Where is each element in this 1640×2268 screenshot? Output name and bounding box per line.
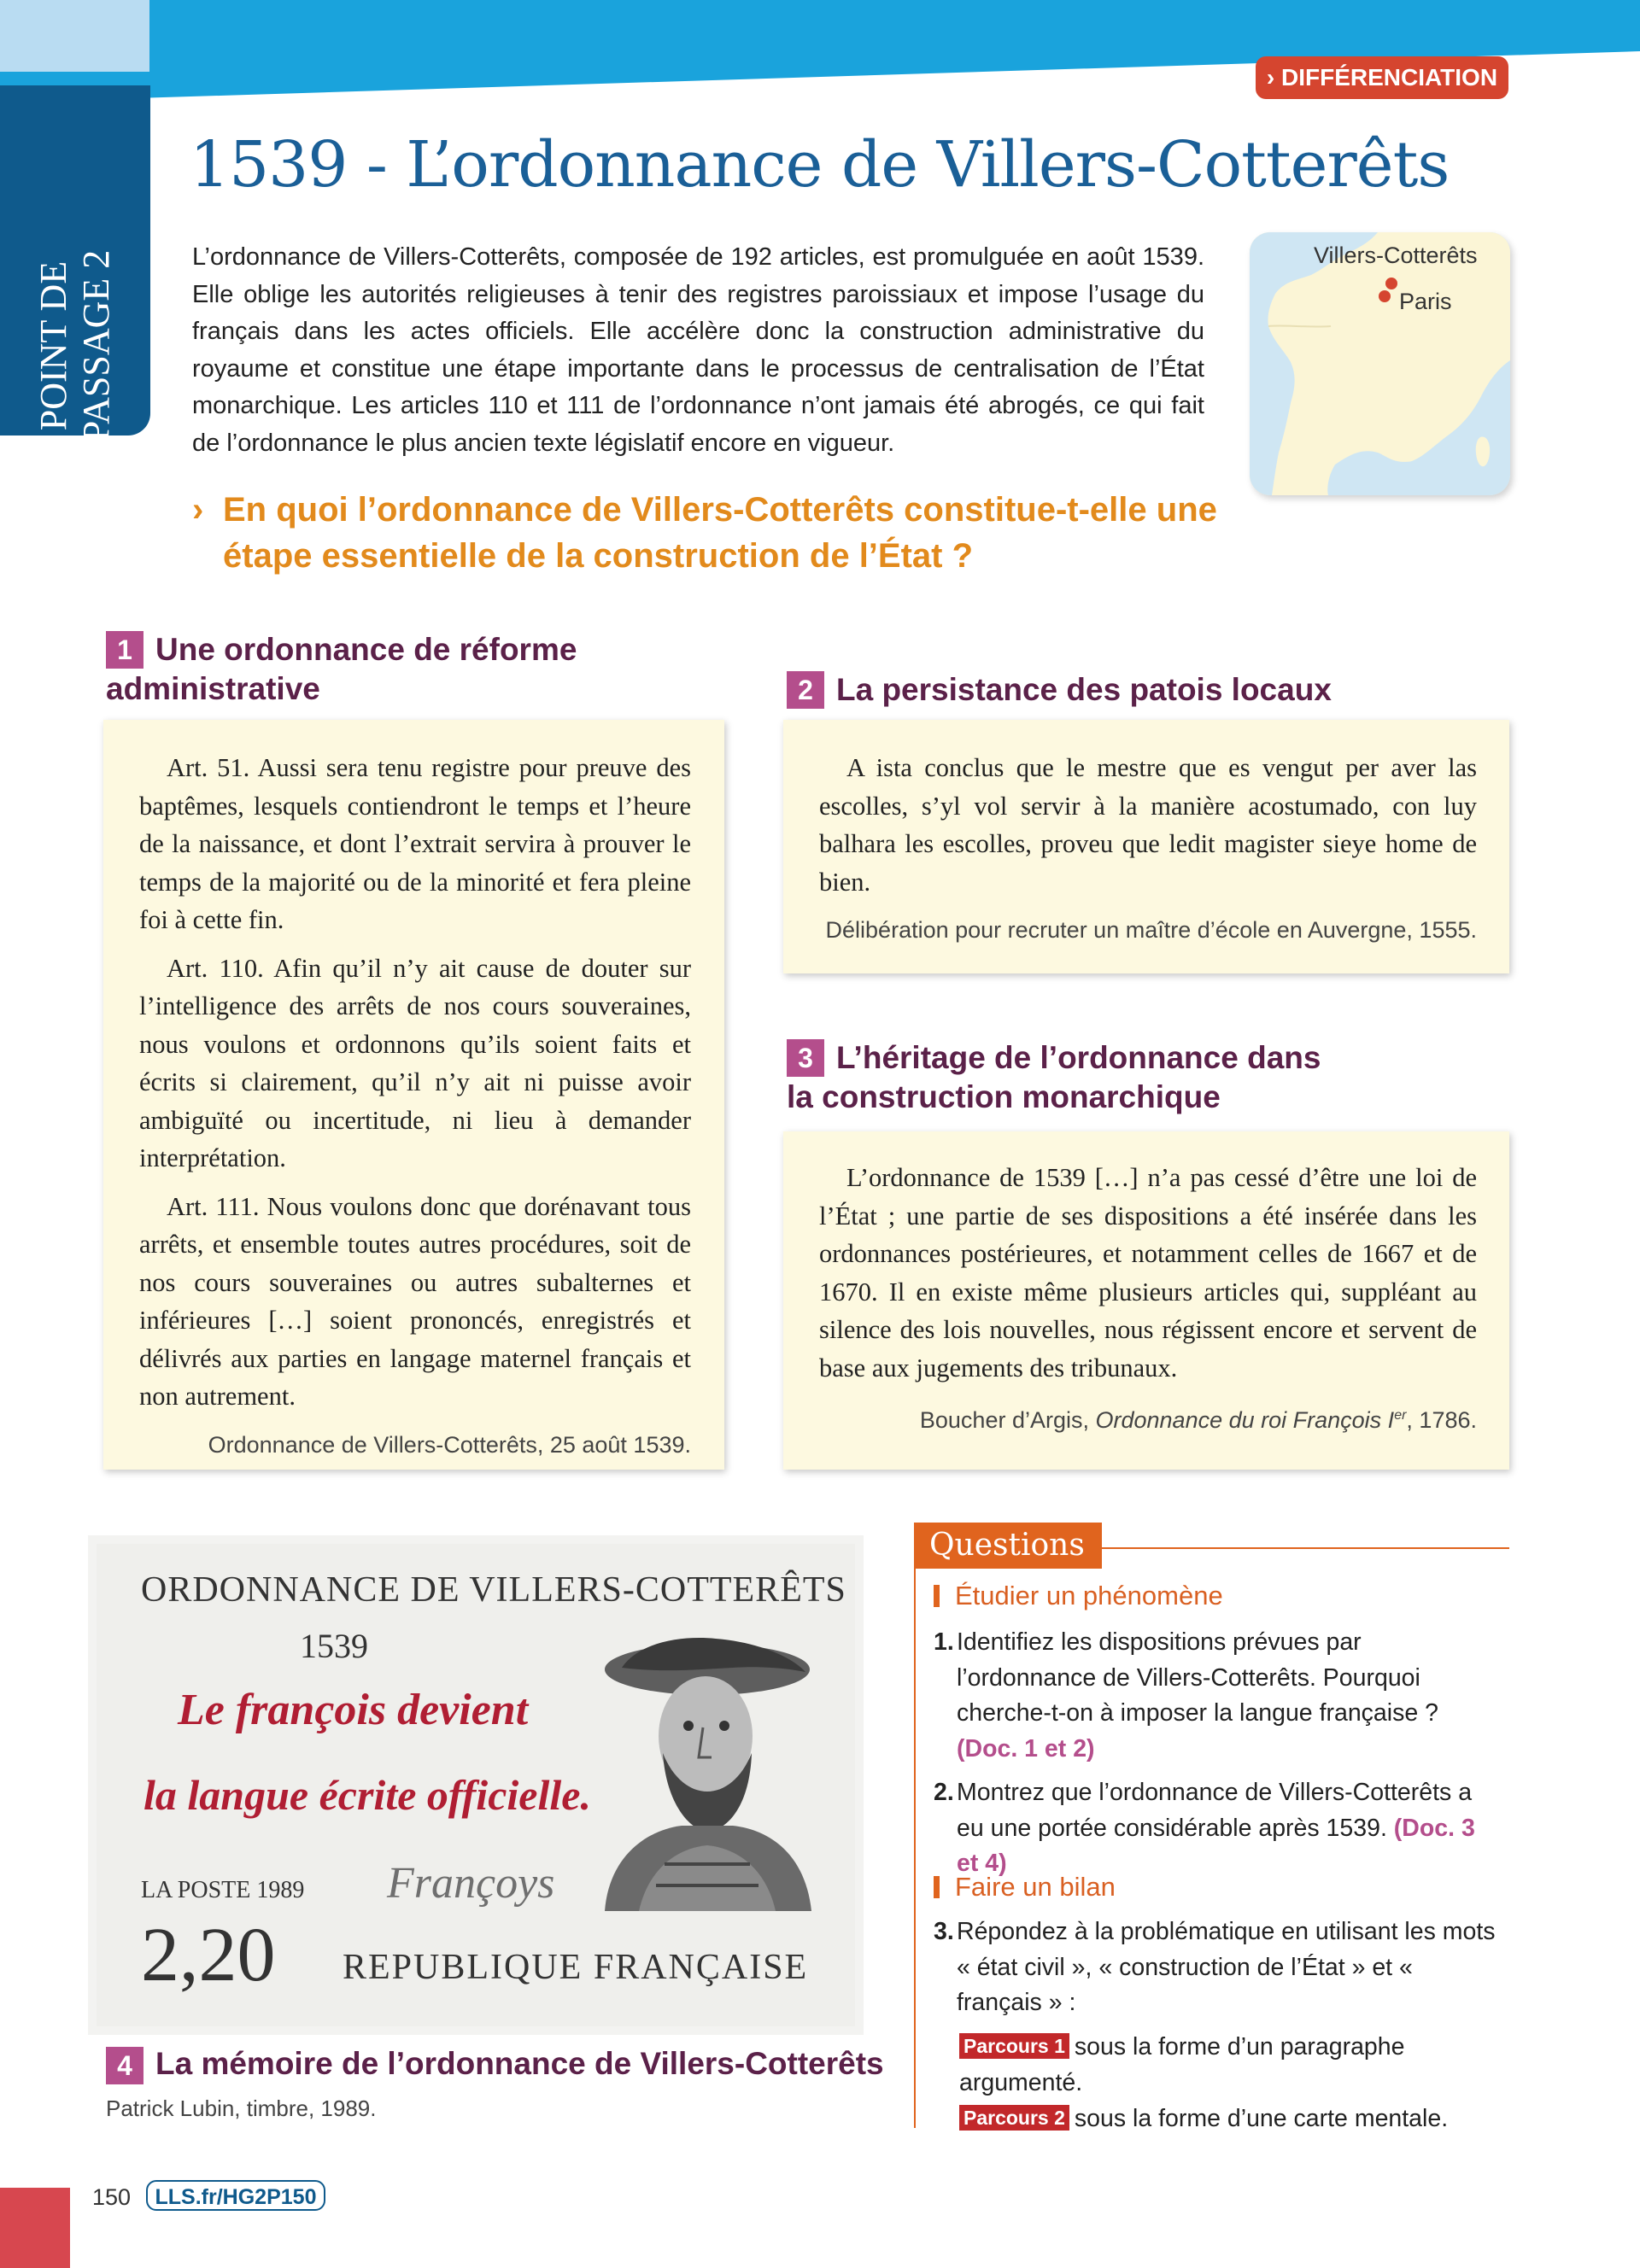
parcours-2-badge[interactable]: Parcours 2 [959,2105,1069,2131]
chevron-right-icon: › [192,491,204,529]
doc4-caption: Patrick Lubin, timbre, 1989. [106,2096,377,2121]
doc2-text: A ista conclus que le mestre que es vengut per aver las escolles, s’yl vol servir à la manière acostumado, con luy balhara les escolles, proveu que ledit magister sieye home de bien. [819,753,1477,897]
parcours-2: Parcours 2 sous la forme d’une carte mentale. [959,2101,1506,2137]
question-2: 2. Montrez que l’ordonnance de Villers-Cotterêts a eu une portée considérable après 1539. (Doc. 3 et 4) [934,1779,1475,1877]
questions-vertical-rule [914,1569,916,2128]
doc2-box [783,720,1509,973]
stamp-signature: Françoys [387,1859,555,1908]
doc3-text: L’ordonnance de 1539 […] n’a pas cessé d’être une loi de l’État ; une partie de ses dispositions a été insérée dans les ordonnances postérieures, et notamment celles de 1667 et de 1670. Il en existe même plusieurs articles qui, suppléant au silence des lois nouvelles, nous régissent encore et servent de base aux jugements des tribunaux. [819,1163,1477,1382]
section-bilan: Faire un bilan [934,1872,1116,1903]
doc1-art51: Art. 51. Aussi sera tenu registre pour preuve des baptêmes, lesquels contiendront le temps et l’heure de la naissance, et dont l’extrait servira à prouver le temps de la majorité ou de la minorité et fera pleine foi à cette fin. [139,753,691,934]
side-tab-label: POINT DE PASSAGE 2 [32,249,117,442]
stamp-year: 1539 [300,1627,368,1665]
q1-doc-ref: (Doc. 1 et 2) [957,1734,1095,1762]
problematique [192,487,1303,579]
king-portrait-icon [588,1625,818,1911]
doc4-heading: 4 La mémoire de l’ordonnance de Villers-Cotterêts [106,2046,884,2084]
stamp-title: ORDONNANCE DE VILLERS-COTTERÊTS [141,1570,846,1610]
doc2-source: Délibération pour recruter un maître d’école en Auvergne, 1555. [825,917,1477,943]
stamp-price: 2,20 [141,1913,276,1997]
doc3-source: Boucher d’Argis, Ordonnance du roi François Ier, 1786. [919,1407,1477,1433]
top-left-block [0,0,149,72]
doc1-source: Ordonnance de Villers-Cotterêts, 25 août 1539. [208,1431,691,1458]
doc1-box [103,720,724,1470]
parcours-1: Parcours 1 sous la forme d’un paragraphe argumenté. [959,2033,1405,2096]
doc1-number: 1 [106,631,144,669]
side-tab [0,85,150,442]
doc1-art110: Art. 110. Afin qu’il n’y ait cause de douter sur l’intelligence des arrêts de nos cours souveraines, nous voulons et ordonnons qu’ils soient faits et écrits si clairement, qu’il n’y ait ni puisse avoir ambiguïté ou incertitude, ni lieu à demander interprétation. [139,953,691,1172]
doc2-number: 2 [787,671,824,709]
q2-doc-ref: (Doc. 3 et 4) [957,1814,1475,1877]
questions-header: Questions [914,1523,1102,1569]
page-corner-block [0,2188,70,2268]
stamp-republic: REPUBLIQUE FRANÇAISE [343,1948,809,1987]
parcours-1-badge[interactable]: Parcours 1 [959,2033,1069,2059]
intro-text: L’ordonnance de Villers-Cotterêts, composée de 192 articles, est promulguée en août 1539. Elle oblige les autorités religieuses à tenir des registres paroissiaux et impose l’usage du français dans les actes officiels. Elle accélère donc la construction administrative du royaume et constitue une étape importante dans le processus de centralisation de l’État monarchique. Les articles 110 et 111 de l’ordonnance n’ont jamais été abrogés, ce qui fait de l’ordonnance le plus ancien texte législatif encore en vigueur. [192,243,1204,457]
lls-link[interactable]: LLS.fr/HG2P150 [146,2180,325,2211]
section-marker-icon [934,1876,940,1898]
doc1-art111: Art. 111. Nous voulons donc que dorénavant tous arrêts, et ensemble toutes autres procédures, soit de nos cours souveraines ou autres subalternes et inférieures […] soient prononcés, enregistrés et délivrés aux parties en langage maternel français et non autrement. [139,1191,691,1411]
map-label-paris: Paris [1399,289,1452,314]
map-drawing [1250,232,1510,495]
doc3-number: 3 [787,1039,824,1077]
doc3-heading: 3 L’héritage de l’ordonnance dans la construction monarchique [787,1040,1321,1114]
stamp-red-text-2: la langue écrite officielle. [144,1771,591,1819]
stamp-image [97,1544,855,2026]
question-3: 3. Répondez à la problématique en utilisant les mots « état civil », « construction de l’État » et « français » : [934,1918,1496,2016]
locator-map [1250,232,1510,495]
problematique-text: En quoi l’ordonnance de Villers-Cotterêts constitue-t-elle une étape essentielle de la construction de l’État ? [223,491,1217,575]
stamp-poste: LA POSTE 1989 [141,1877,305,1903]
section-marker-icon [934,1585,940,1607]
doc2-heading: 2 La persistance des patois locaux [787,670,1521,710]
map-label-villers: Villers-Cotterêts [1314,243,1478,268]
page-number: 150 [92,2184,132,2210]
section-etudier: Étudier un phénomène [934,1581,1223,1611]
question-1: 1. Identifiez les dispositions prévues par l’ordonnance de Villers-Cotterêts. Pourquoi cherche-t-on à imposer la langue française ? (Doc. 1 et 2) [934,1628,1438,1762]
stamp-red-text-1: Le françois devient [178,1686,529,1734]
doc1-heading: 1 Une ordonnance de réforme administrative [106,632,577,706]
page-title: 1539 - L’ordonnance de Villers-Cotterêts [190,128,1450,202]
doc3-box [783,1131,1509,1470]
differenciation-badge[interactable]: › DIFFÉRENCIATION [1256,56,1508,99]
doc4-number: 4 [106,2047,144,2084]
